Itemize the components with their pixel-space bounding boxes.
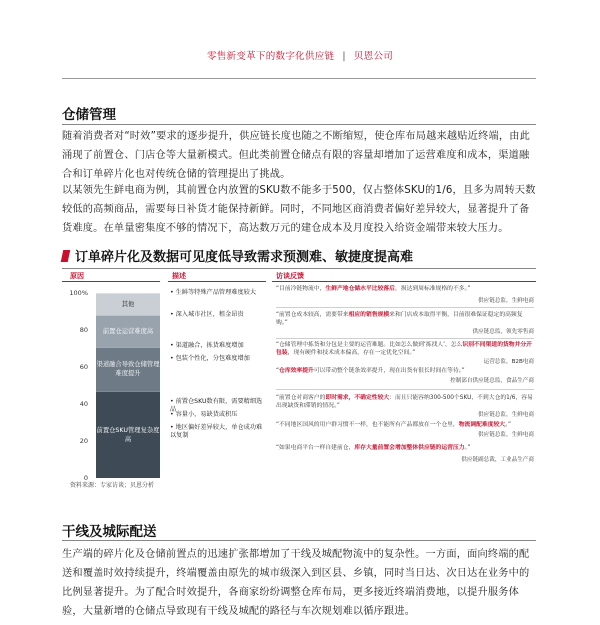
quote-text: ，损达到周标准规格的不多。” [394, 286, 471, 292]
paragraph-2: 以某领先生鲜电商为例，其前置仓内放置的SKU数不能多于500，仅占整体SKU的1/6，且多为周转天数较低的高频商品，需要每日补货才能保持新鲜。同时，不同地区商消费者偏好差异较大，显著提升了备货难度。在单量密集度不够的情况下，高达数万元的建仓成本及月度投入给资金端带来较大压力。 [62, 185, 536, 234]
quote-text: “仓储管理中拣货和分包是主要的运营难题。比如怎么做到‘拣找人’，怎么 [276, 342, 463, 348]
description-item: • 渠道融合，拣货难度增加 [170, 342, 268, 350]
bar-segment: 渠道融合导致仓储管理难度提升 [96, 347, 160, 391]
description-item: • 生鲜等特殊产品管理难度较大 [170, 289, 268, 297]
interview-quote [276, 367, 534, 375]
quote-highlight: 识别不同渠道的货物并分开包装 [276, 342, 532, 356]
quote-divider [276, 389, 534, 390]
column-header-description: 描述 [172, 272, 186, 280]
description-item: • 前置仓SKU数有限，需要精细选品 [170, 398, 268, 414]
column-line-origin [62, 281, 160, 282]
red-marker-icon [61, 250, 71, 262]
header-title: 零售新变革下的数字化供应链 [206, 51, 335, 62]
quote-text: 。” [464, 445, 471, 451]
quote-source: 控制部自供应链总监，食品生产商 [450, 378, 534, 384]
y-tick: 20 [79, 437, 88, 445]
description-item: • 容量小，易缺货或积压 [170, 411, 268, 419]
description-item: • 深入城市社区，租金昂贵 [170, 311, 268, 319]
header-rule [62, 78, 536, 79]
section-rule [62, 124, 536, 125]
interview-quote [276, 394, 534, 410]
quote-source: 运营总监，B2B电商 [483, 359, 534, 365]
description-item: • 包装个性化，分包难度增加 [170, 355, 268, 363]
paragraph-1: 随着消费者对“时效”要求的逐步提升，供应链长度也随之不断缩短，使仓库布局越来越贴近终端，由此涌现了前置仓、门店仓等大量新模式。但此类前置仓储点有限的容量却增加了运营难度和成本，渠道融合和订单碎片化也对传统仓储的管理提出了挑战。 [62, 131, 531, 180]
y-tick: 0 [83, 474, 88, 482]
figure-title [62, 246, 413, 265]
quote-source: 供应链总监，生鲜电商 [478, 412, 534, 418]
quote-text: “ [276, 368, 280, 374]
header-separator: | [342, 51, 346, 62]
bar-segment: 前置仓运营难度高 [96, 315, 160, 346]
quote-text: “前置仓成本较高，需要带来 [276, 312, 349, 318]
y-tick: 40 [79, 400, 88, 408]
figure-title-text: 订单碎片化及数据可见度低导致需求预测难、敏捷度提高难 [75, 250, 414, 265]
section-heading-trunk-delivery: 干线及城际配送 [62, 524, 157, 540]
quote-source: 供应链总监，领先零售商 [472, 329, 534, 335]
column-line-interview [272, 281, 536, 282]
source-note: 资料来源：专家访谈；贝恩分析 [70, 482, 155, 489]
quote-text: ：而且只能容纳300-500个SKU，不到大仓的1/6，容易出现缺货和滞销的情况。” [276, 395, 533, 409]
section-heading-warehouse: 仓储管理 [62, 107, 116, 123]
quote-highlight: 库存大量前置会增加整体供应链的运营压力 [354, 445, 465, 451]
quote-highlight: 生鲜产地仓储水平比较落后 [325, 286, 395, 292]
quote-highlight: 物流调配难度较大 [458, 422, 506, 428]
bar-segment: 其他 [96, 293, 160, 315]
quote-divider [276, 307, 534, 308]
column-header-interview: 访谈反馈 [276, 272, 304, 280]
quote-text: “不同地区国风的用户群习惯不一样，也不能所有产品都放在一个仓里， [276, 422, 459, 428]
interview-quote [276, 421, 534, 429]
quote-text: “目前冷链物流中， [276, 286, 326, 292]
quote-highlight: 即时需求，不确定性较大 [325, 395, 390, 401]
quote-text: 来和门店成本取得平衡，目前很难保证稳定的高频复购。” [276, 312, 523, 326]
interview-quote [276, 285, 534, 293]
description-item: • 地区偏好差异较大，单仓成功难以复制 [170, 424, 268, 440]
y-tick: 60 [79, 363, 88, 371]
quote-highlight: 仓库效率提升 [279, 368, 314, 374]
page-header [0, 48, 600, 62]
bar-segment: 前置仓SKU管理复杂度高 [96, 391, 160, 478]
quote-source: 供应链副总裁，工业品生产商 [461, 457, 534, 463]
quote-text: “前置仓对商客户的 [276, 395, 326, 401]
y-tick: 80 [79, 326, 88, 334]
y-tick: 100% [69, 289, 88, 297]
column-header-origin: 原因 [70, 272, 84, 280]
figure-rule [62, 268, 536, 269]
paragraph-3: 生产端的碎片化及仓储前置点的迅速扩张都增加了干线及城配物流中的复杂性。一方面，面向终端的配送和覆盖时效持续提升，终端覆盖由原先的城市级深入到区县、乡镇，同时当日达、次日达在业务中的比例显著提升。为了配合时效提升，各商家纷纷调整仓库布局，更多接近终端消费地，以提升服务体验，大量新增的仓储点导致现有干线及城配的路径与车次规划难以循序跟进。 [62, 549, 530, 617]
quote-divider [276, 338, 534, 339]
interview-quote [276, 444, 534, 452]
quote-source: 供应链总监，生鲜电商 [478, 432, 534, 438]
interview-quote [276, 311, 534, 327]
quote-text: “如果电商平台一样自建前仓， [276, 445, 355, 451]
interview-quote [276, 341, 534, 357]
quote-highlight: 相应的销售规模 [348, 312, 390, 318]
section-rule [62, 540, 536, 541]
header-company: 贝恩公司 [353, 51, 394, 62]
quote-text: 可以带动整个链条效率提升，现在出货有很长时间在等待。” [313, 368, 465, 374]
quote-text: 。” [505, 422, 512, 428]
column-line-description [168, 281, 266, 282]
quote-source: 供应链总监，生鲜电商 [478, 298, 534, 304]
quote-text: ，现有硬件和技术成本偏高，存在一定优化空间。” [287, 350, 416, 356]
